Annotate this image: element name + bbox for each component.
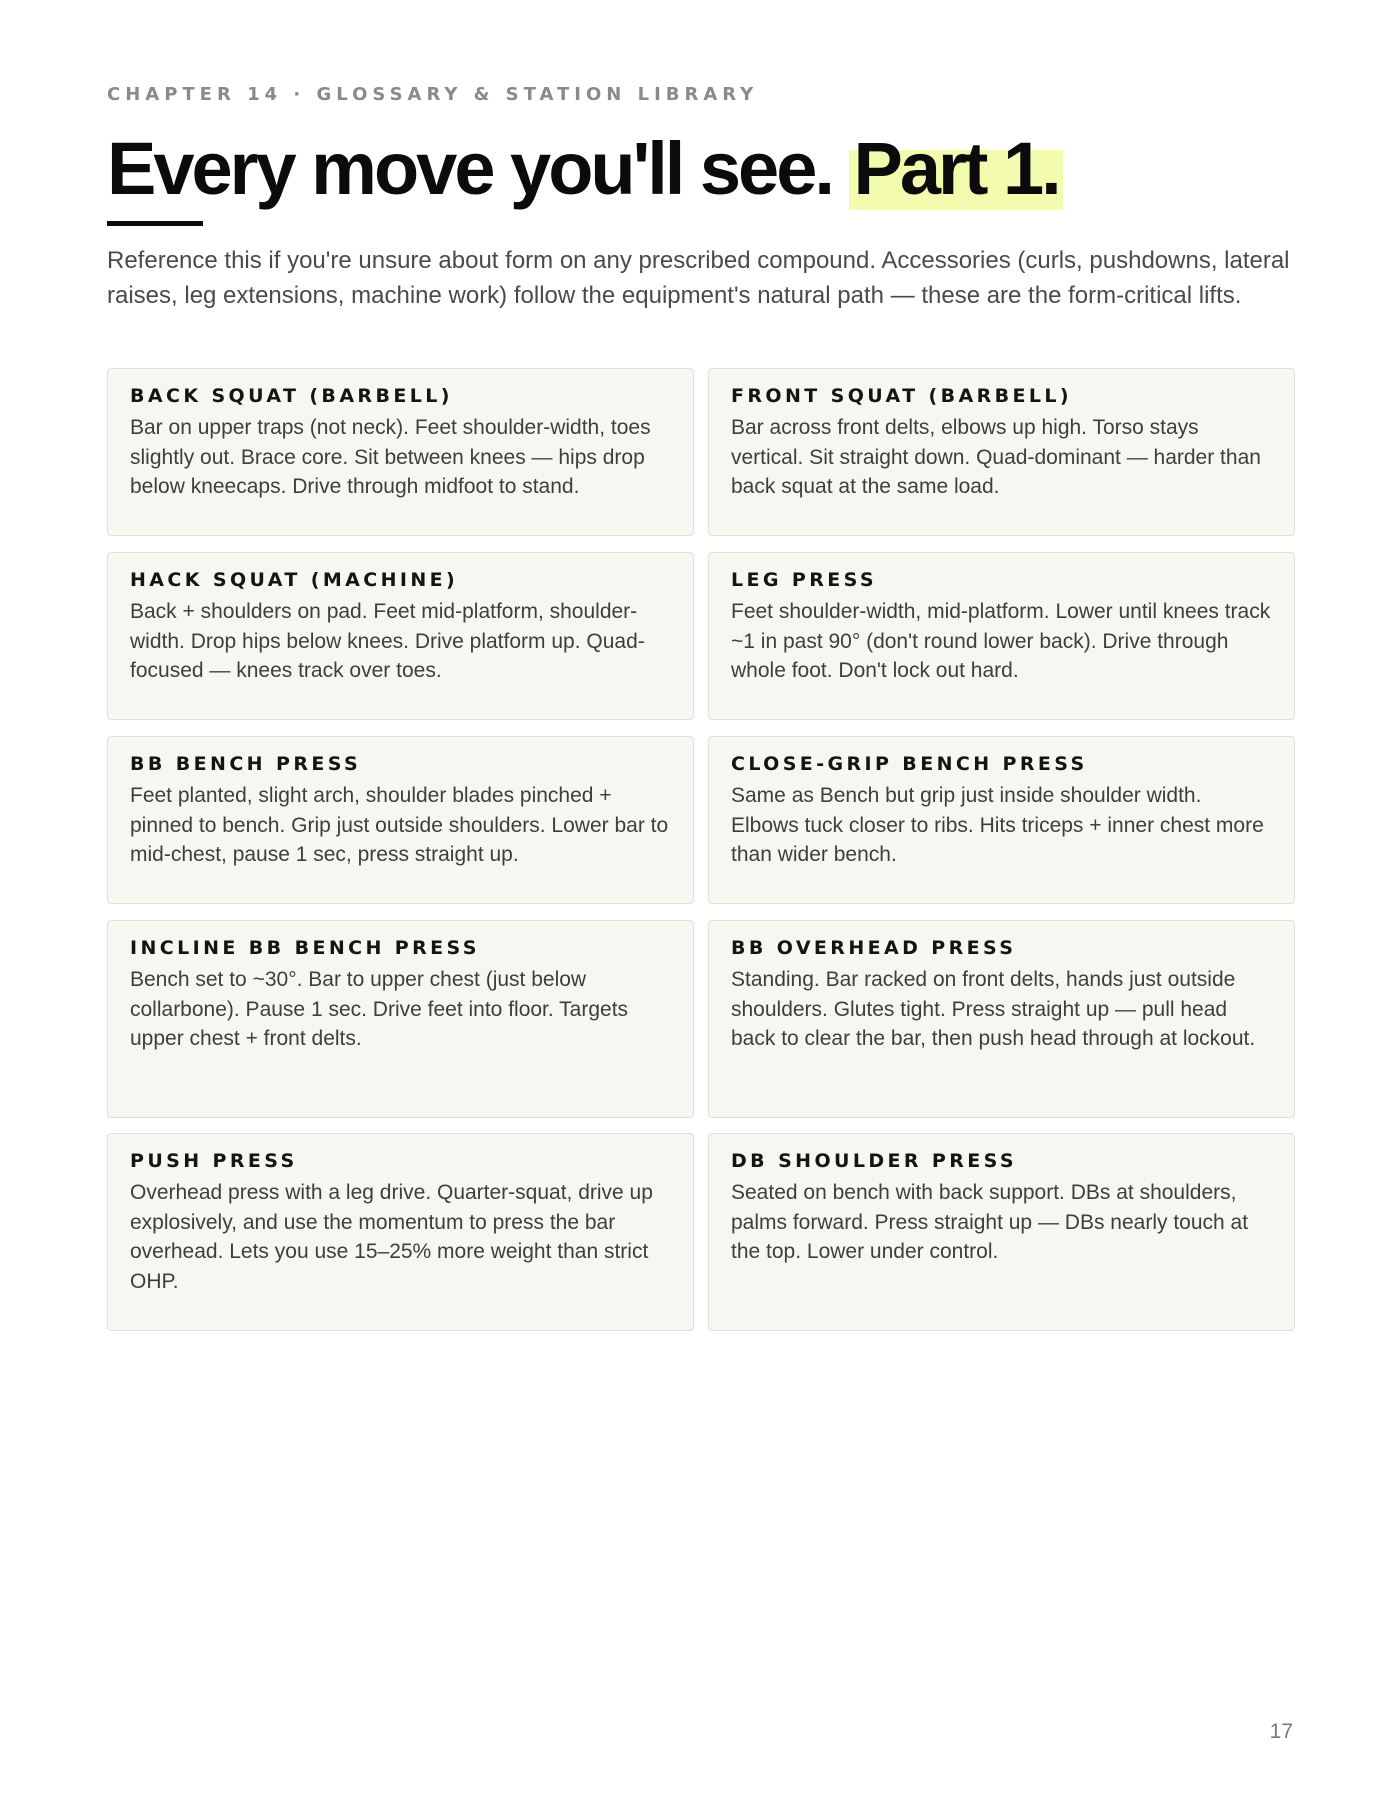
exercise-card-title: DB SHOULDER PRESS (731, 1150, 1017, 1172)
title-underline-rule (107, 221, 203, 226)
exercise-card-body: Seated on bench with back support. DBs at shoulders, palms forward. Press straight up — DBs nearly touch at the top. Lower under control. (731, 1181, 1249, 1263)
page-title (107, 127, 1063, 210)
exercise-card-body: Standing. Bar racked on front delts, hands just outside shoulders. Glutes tight. Press straight up — pull head back to clear the bar, then push head through at lockout. (731, 968, 1256, 1050)
exercise-card-title: PUSH PRESS (130, 1150, 298, 1172)
exercise-card-body: Back + shoulders on pad. Feet mid-platform, shoulder-width. Drop hips below knees. Drive platform up. Quad-focused — knees track over toes. (130, 600, 645, 682)
exercise-card-title: BACK SQUAT (BARBELL) (130, 385, 453, 407)
exercise-card-title: LEG PRESS (731, 569, 877, 591)
exercise-card-body: Overhead press with a leg drive. Quarter-squat, drive up explosively, and use the momentum to press the bar overhead. Lets you use 15–25% more weight than strict OHP. (130, 1181, 653, 1293)
exercise-card (708, 920, 1295, 1118)
exercise-card (107, 920, 694, 1118)
exercise-card-title: BB BENCH PRESS (130, 753, 362, 775)
exercise-card (708, 1133, 1295, 1331)
exercise-card (107, 736, 694, 904)
exercise-card-title: CLOSE-GRIP BENCH PRESS (731, 753, 1088, 775)
exercise-card-body: Same as Bench but grip just inside shoulder width. Elbows tuck closer to ribs. Hits triceps + inner chest more than wider bench. (731, 784, 1264, 866)
exercise-card (708, 736, 1295, 904)
intro-paragraph: Reference this if you're unsure about form on any prescribed compound. Accessories (curls, pushdowns, lateral raises, leg extensions, machine work) follow the equipment's natural path — these are the form-critical lifts. (107, 247, 1290, 309)
exercise-card-body: Feet planted, slight arch, shoulder blades pinched + pinned to bench. Grip just outside shoulders. Lower bar to mid-chest, pause 1 sec, press straight up. (130, 784, 669, 866)
page-title-highlight: Part 1. (849, 127, 1062, 210)
exercise-card-title: INCLINE BB BENCH PRESS (130, 937, 480, 959)
exercise-card (708, 368, 1295, 536)
page-title-main: Every move you'll see. (107, 127, 832, 210)
exercise-card-title: HACK SQUAT (MACHINE) (130, 569, 459, 591)
exercise-card (107, 368, 694, 536)
exercise-card-body: Bar across front delts, elbows up high. Torso stays vertical. Sit straight down. Quad-dominant — harder than back squat at the same load. (731, 416, 1261, 498)
exercise-card (107, 552, 694, 720)
exercise-card-title: FRONT SQUAT (BARBELL) (731, 385, 1072, 407)
page-number: 17 (1269, 1720, 1293, 1743)
exercise-card (708, 552, 1295, 720)
exercise-card-body: Feet shoulder-width, mid-platform. Lower until knees track ~1 in past 90° (don't round lower back). Drive through whole foot. Don't lock out hard. (731, 600, 1271, 682)
exercise-card (107, 1133, 694, 1331)
exercise-card-body: Bench set to ~30°. Bar to upper chest (just below collarbone). Pause 1 sec. Drive feet into floor. Targets upper chest + front delts. (130, 968, 629, 1050)
chapter-eyebrow: CHAPTER 14 · GLOSSARY & STATION LIBRARY (107, 84, 759, 105)
exercise-card-title: BB OVERHEAD PRESS (731, 937, 1017, 959)
exercise-card-body: Bar on upper traps (not neck). Feet shoulder-width, toes slightly out. Brace core. Sit between knees — hips drop below kneecaps. Drive through midfoot to stand. (130, 416, 651, 498)
